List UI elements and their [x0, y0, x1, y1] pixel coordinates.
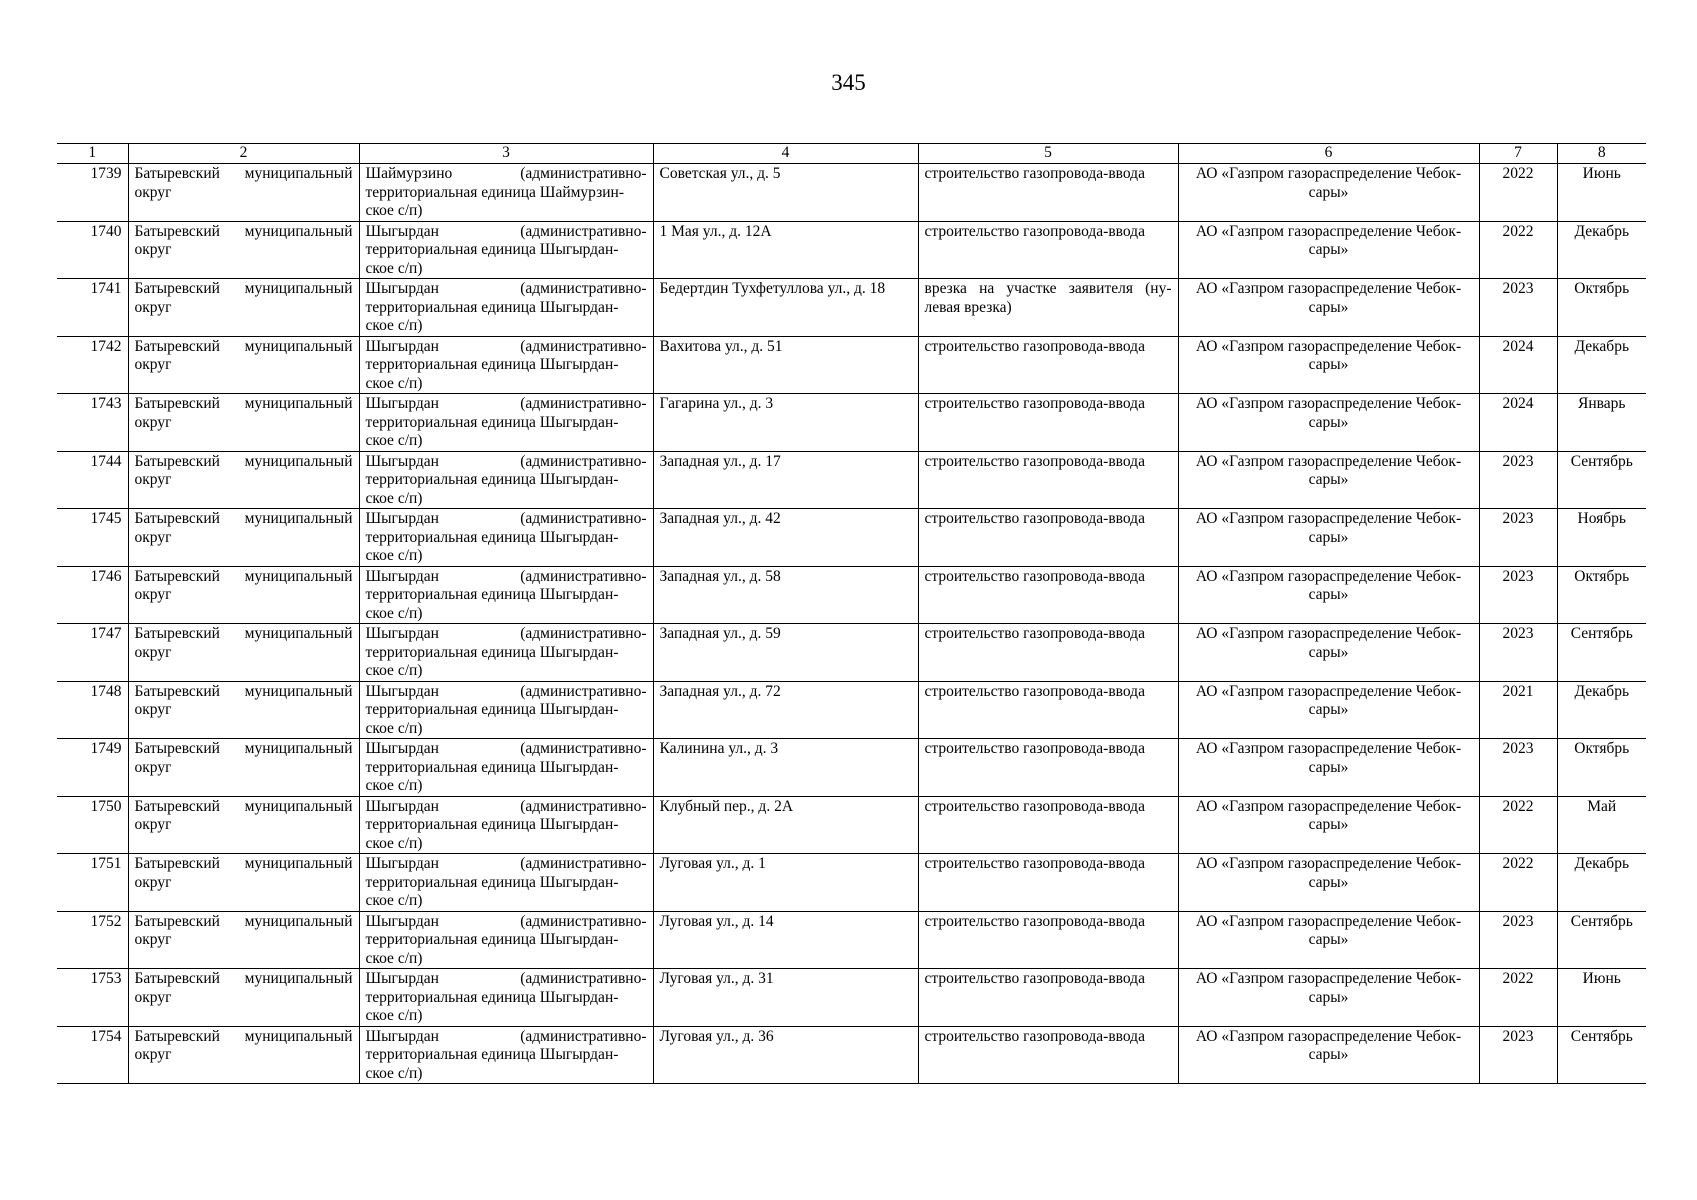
- locality-cell: [359, 854, 653, 912]
- district-cell: Батыревский муниципальный округ: [128, 624, 359, 682]
- organization-cell: АО «Газпром газораспределение Чебок-сары»: [1178, 164, 1479, 222]
- district-cell: Батыревский муниципальный округ: [128, 566, 359, 624]
- year-cell: 2022: [1479, 221, 1557, 279]
- locality-unit: территориальная единица Шыгырдан-ское с/п): [365, 873, 619, 909]
- month-cell: Июнь: [1557, 164, 1646, 222]
- locality-unit: территориальная единица Шыгырдан-ское с/п): [365, 643, 619, 679]
- locality-cell: [359, 681, 653, 739]
- locality-cell: [359, 739, 653, 797]
- district-cell: Батыревский муниципальный округ: [128, 739, 359, 797]
- month-cell: Сентябрь: [1557, 624, 1646, 682]
- locality-cell: [359, 451, 653, 509]
- row-number: 1740: [57, 221, 128, 279]
- year-cell: 2023: [1479, 279, 1557, 337]
- locality-line: Шыгырдан (административно-: [365, 797, 647, 815]
- work-type-cell: строительство газопровода-ввода: [918, 566, 1178, 624]
- locality-cell: [359, 279, 653, 337]
- locality-unit: территориальная единица Шыгырдан-ское с/п): [365, 701, 619, 737]
- column-header: 8: [1557, 144, 1646, 164]
- row-number: 1743: [57, 394, 128, 452]
- locality-cell: [359, 969, 653, 1027]
- row-number: 1751: [57, 854, 128, 912]
- locality-line: Шыгырдан (административно-: [365, 337, 647, 355]
- district-cell: Батыревский муниципальный округ: [128, 336, 359, 394]
- month-cell: Ноябрь: [1557, 509, 1646, 567]
- month-cell: Сентябрь: [1557, 911, 1646, 969]
- page-number: 345: [831, 70, 866, 95]
- column-number-row: [57, 144, 1646, 164]
- organization-cell: АО «Газпром газораспределение Чебок-сары»: [1178, 221, 1479, 279]
- work-type-cell: строительство газопровода-ввода: [918, 969, 1178, 1027]
- month-cell: Сентябрь: [1557, 451, 1646, 509]
- month-cell: Декабрь: [1557, 336, 1646, 394]
- column-header: 5: [918, 144, 1178, 164]
- organization-cell: АО «Газпром газораспределение Чебок-сары»: [1178, 394, 1479, 452]
- work-type-cell: строительство газопровода-ввода: [918, 451, 1178, 509]
- table-row: [57, 969, 1646, 1027]
- work-type-cell: строительство газопровода-ввода: [918, 221, 1178, 279]
- locality-line: Шыгырдан (административно-: [365, 625, 647, 642]
- table-row: [57, 509, 1646, 567]
- table-row: [57, 394, 1646, 452]
- work-type-cell: строительство газопровода-ввода: [918, 336, 1178, 394]
- address-cell: Западная ул., д. 58: [653, 566, 918, 624]
- year-cell: 2023: [1479, 566, 1557, 624]
- year-cell: 2023: [1479, 624, 1557, 682]
- work-type-cell: строительство газопровода-ввода: [918, 854, 1178, 912]
- address-cell: Западная ул., д. 72: [653, 681, 918, 739]
- address-cell: Луговая ул., д. 36: [653, 1026, 918, 1084]
- table-row: [57, 1026, 1646, 1084]
- locality-unit: территориальная единица Шаймурзин-ское с/п): [365, 183, 624, 219]
- locality-unit: территориальная единица Шыгырдан-ское с/п): [365, 931, 619, 967]
- address-cell: Вахитова ул., д. 51: [653, 336, 918, 394]
- locality-line: Шыгырдан (административно-: [365, 682, 647, 700]
- district-cell: Батыревский муниципальный округ: [128, 394, 359, 452]
- address-cell: Гагарина ул., д. 3: [653, 394, 918, 452]
- year-cell: 2023: [1479, 911, 1557, 969]
- organization-cell: АО «Газпром газораспределение Чебок-сары»: [1178, 969, 1479, 1027]
- work-type-cell: врезка на участке заявителя (ну-левая врезка): [918, 279, 1178, 337]
- year-cell: 2023: [1479, 739, 1557, 797]
- row-number: 1747: [57, 624, 128, 682]
- district-cell: Батыревский муниципальный округ: [128, 279, 359, 337]
- year-cell: 2022: [1479, 164, 1557, 222]
- work-type-cell: строительство газопровода-ввода: [918, 681, 1178, 739]
- work-type-cell: строительство газопровода-ввода: [918, 509, 1178, 567]
- table-row: [57, 911, 1646, 969]
- column-header: 6: [1178, 144, 1479, 164]
- table-row: [57, 566, 1646, 624]
- row-number: 1739: [57, 164, 128, 222]
- year-cell: 2023: [1479, 451, 1557, 509]
- table-row: [57, 796, 1646, 854]
- row-number: 1754: [57, 1026, 128, 1084]
- address-cell: Советская ул., д. 5: [653, 164, 918, 222]
- locality-unit: территориальная единица Шыгырдан-ское с/п): [365, 586, 619, 622]
- table-row: [57, 279, 1646, 337]
- address-cell: Западная ул., д. 17: [653, 451, 918, 509]
- organization-cell: АО «Газпром газораспределение Чебок-сары»: [1178, 854, 1479, 912]
- month-cell: Сентябрь: [1557, 1026, 1646, 1084]
- address-cell: Западная ул., д. 42: [653, 509, 918, 567]
- table-row: [57, 681, 1646, 739]
- table-row: [57, 624, 1646, 682]
- locality-line: Шыгырдан (административно-: [365, 912, 647, 930]
- row-number: 1746: [57, 566, 128, 624]
- district-cell: Батыревский муниципальный округ: [128, 164, 359, 222]
- organization-cell: АО «Газпром газораспределение Чебок-сары»: [1178, 279, 1479, 337]
- row-number: 1745: [57, 509, 128, 567]
- table-row: [57, 451, 1646, 509]
- address-cell: 1 Мая ул., д. 12А: [653, 221, 918, 279]
- district-cell: Батыревский муниципальный округ: [128, 681, 359, 739]
- table-row: [57, 854, 1646, 912]
- organization-cell: АО «Газпром газораспределение Чебок-сары»: [1178, 336, 1479, 394]
- month-cell: Май: [1557, 796, 1646, 854]
- year-cell: 2022: [1479, 854, 1557, 912]
- locality-unit: территориальная единица Шыгырдан-ское с/п): [365, 298, 619, 334]
- address-cell: Клубный пер., д. 2А: [653, 796, 918, 854]
- organization-cell: АО «Газпром газораспределение Чебок-сары»: [1178, 796, 1479, 854]
- organization-cell: АО «Газпром газораспределение Чебок-сары»: [1178, 911, 1479, 969]
- locality-unit: территориальная единица Шыгырдан-ское с/п): [365, 758, 619, 794]
- district-cell: Батыревский муниципальный округ: [128, 1026, 359, 1084]
- year-cell: 2022: [1479, 969, 1557, 1027]
- column-header: 3: [359, 144, 653, 164]
- locality-line: Шыгырдан (административно-: [365, 452, 647, 470]
- organization-cell: АО «Газпром газораспределение Чебок-сары»: [1178, 566, 1479, 624]
- table-row: [57, 164, 1646, 222]
- column-header: 7: [1479, 144, 1557, 164]
- year-cell: 2023: [1479, 1026, 1557, 1084]
- locality-cell: [359, 566, 653, 624]
- address-cell: Западная ул., д. 59: [653, 624, 918, 682]
- year-cell: 2023: [1479, 509, 1557, 567]
- year-cell: 2024: [1479, 394, 1557, 452]
- locality-line: Шыгырдан (административно-: [365, 970, 647, 987]
- locality-line: Шыгырдан (административно-: [365, 395, 647, 412]
- locality-unit: территориальная единица Шыгырдан-ское с/п): [365, 1046, 619, 1082]
- month-cell: Июнь: [1557, 969, 1646, 1027]
- locality-line: Шыгырдан (административно-: [365, 855, 647, 872]
- locality-unit: территориальная единица Шыгырдан-ское с/п): [365, 241, 619, 277]
- work-type-cell: строительство газопровода-ввода: [918, 394, 1178, 452]
- locality-line: Шыгырдан (административно-: [365, 740, 647, 757]
- row-number: 1748: [57, 681, 128, 739]
- address-cell: Луговая ул., д. 31: [653, 969, 918, 1027]
- organization-cell: АО «Газпром газораспределение Чебок-сары»: [1178, 1026, 1479, 1084]
- month-cell: Декабрь: [1557, 221, 1646, 279]
- row-number: 1752: [57, 911, 128, 969]
- column-header: 2: [128, 144, 359, 164]
- locality-cell: [359, 1026, 653, 1084]
- address-cell: Калинина ул., д. 3: [653, 739, 918, 797]
- locality-unit: территориальная единица Шыгырдан-ское с/п): [365, 988, 619, 1024]
- table-row: [57, 221, 1646, 279]
- locality-line: Шыгырдан (административно-: [365, 1027, 647, 1045]
- row-number: 1750: [57, 796, 128, 854]
- locality-line: Шыгырдан (административно-: [365, 510, 647, 527]
- month-cell: Октябрь: [1557, 279, 1646, 337]
- district-cell: Батыревский муниципальный округ: [128, 509, 359, 567]
- work-type-cell: строительство газопровода-ввода: [918, 739, 1178, 797]
- work-type-cell: строительство газопровода-ввода: [918, 624, 1178, 682]
- district-cell: Батыревский муниципальный округ: [128, 221, 359, 279]
- locality-cell: [359, 164, 653, 222]
- month-cell: Октябрь: [1557, 739, 1646, 797]
- row-number: 1742: [57, 336, 128, 394]
- row-number: 1744: [57, 451, 128, 509]
- table-row: [57, 336, 1646, 394]
- table-body: [57, 164, 1646, 1084]
- row-number: 1753: [57, 969, 128, 1027]
- locality-cell: [359, 221, 653, 279]
- locality-line: Шаймурзино (административно-: [365, 165, 647, 182]
- month-cell: Октябрь: [1557, 566, 1646, 624]
- locality-line: Шыгырдан (административно-: [365, 280, 647, 297]
- locality-unit: территориальная единица Шыгырдан-ское с/п): [365, 356, 619, 392]
- organization-cell: АО «Газпром газораспределение Чебок-сары»: [1178, 681, 1479, 739]
- locality-cell: [359, 624, 653, 682]
- locality-cell: [359, 911, 653, 969]
- locality-unit: территориальная единица Шыгырдан-ское с/п): [365, 528, 619, 564]
- district-cell: Батыревский муниципальный округ: [128, 911, 359, 969]
- locality-cell: [359, 394, 653, 452]
- address-cell: Бедертдин Тухфетуллова ул., д. 18: [653, 279, 918, 337]
- district-cell: Батыревский муниципальный округ: [128, 451, 359, 509]
- locality-unit: территориальная единица Шыгырдан-ское с/п): [365, 413, 619, 449]
- locality-unit: территориальная единица Шыгырдан-ское с/п): [365, 471, 619, 507]
- year-cell: 2022: [1479, 796, 1557, 854]
- locality-line: Шыгырдан (административно-: [365, 567, 647, 585]
- locality-cell: [359, 336, 653, 394]
- locality-cell: [359, 509, 653, 567]
- work-type-cell: строительство газопровода-ввода: [918, 796, 1178, 854]
- organization-cell: АО «Газпром газораспределение Чебок-сары»: [1178, 509, 1479, 567]
- work-type-cell: строительство газопровода-ввода: [918, 164, 1178, 222]
- year-cell: 2021: [1479, 681, 1557, 739]
- month-cell: Декабрь: [1557, 681, 1646, 739]
- column-header: 4: [653, 144, 918, 164]
- row-number: 1741: [57, 279, 128, 337]
- organization-cell: АО «Газпром газораспределение Чебок-сары»: [1178, 739, 1479, 797]
- district-cell: Батыревский муниципальный округ: [128, 796, 359, 854]
- column-header: 1: [57, 144, 128, 164]
- district-cell: Батыревский муниципальный округ: [128, 854, 359, 912]
- month-cell: Январь: [1557, 394, 1646, 452]
- row-number: 1749: [57, 739, 128, 797]
- organization-cell: АО «Газпром газораспределение Чебок-сары»: [1178, 451, 1479, 509]
- address-cell: Луговая ул., д. 14: [653, 911, 918, 969]
- organization-cell: АО «Газпром газораспределение Чебок-сары»: [1178, 624, 1479, 682]
- locality-line: Шыгырдан (административно-: [365, 222, 647, 240]
- year-cell: 2024: [1479, 336, 1557, 394]
- month-cell: Декабрь: [1557, 854, 1646, 912]
- work-type-cell: строительство газопровода-ввода: [918, 911, 1178, 969]
- locality-cell: [359, 796, 653, 854]
- locality-unit: территориальная единица Шыгырдан-ское с/п): [365, 816, 619, 852]
- gas-connection-table: [57, 143, 1646, 1084]
- address-cell: Луговая ул., д. 1: [653, 854, 918, 912]
- work-type-cell: строительство газопровода-ввода: [918, 1026, 1178, 1084]
- table-row: [57, 739, 1646, 797]
- district-cell: Батыревский муниципальный округ: [128, 969, 359, 1027]
